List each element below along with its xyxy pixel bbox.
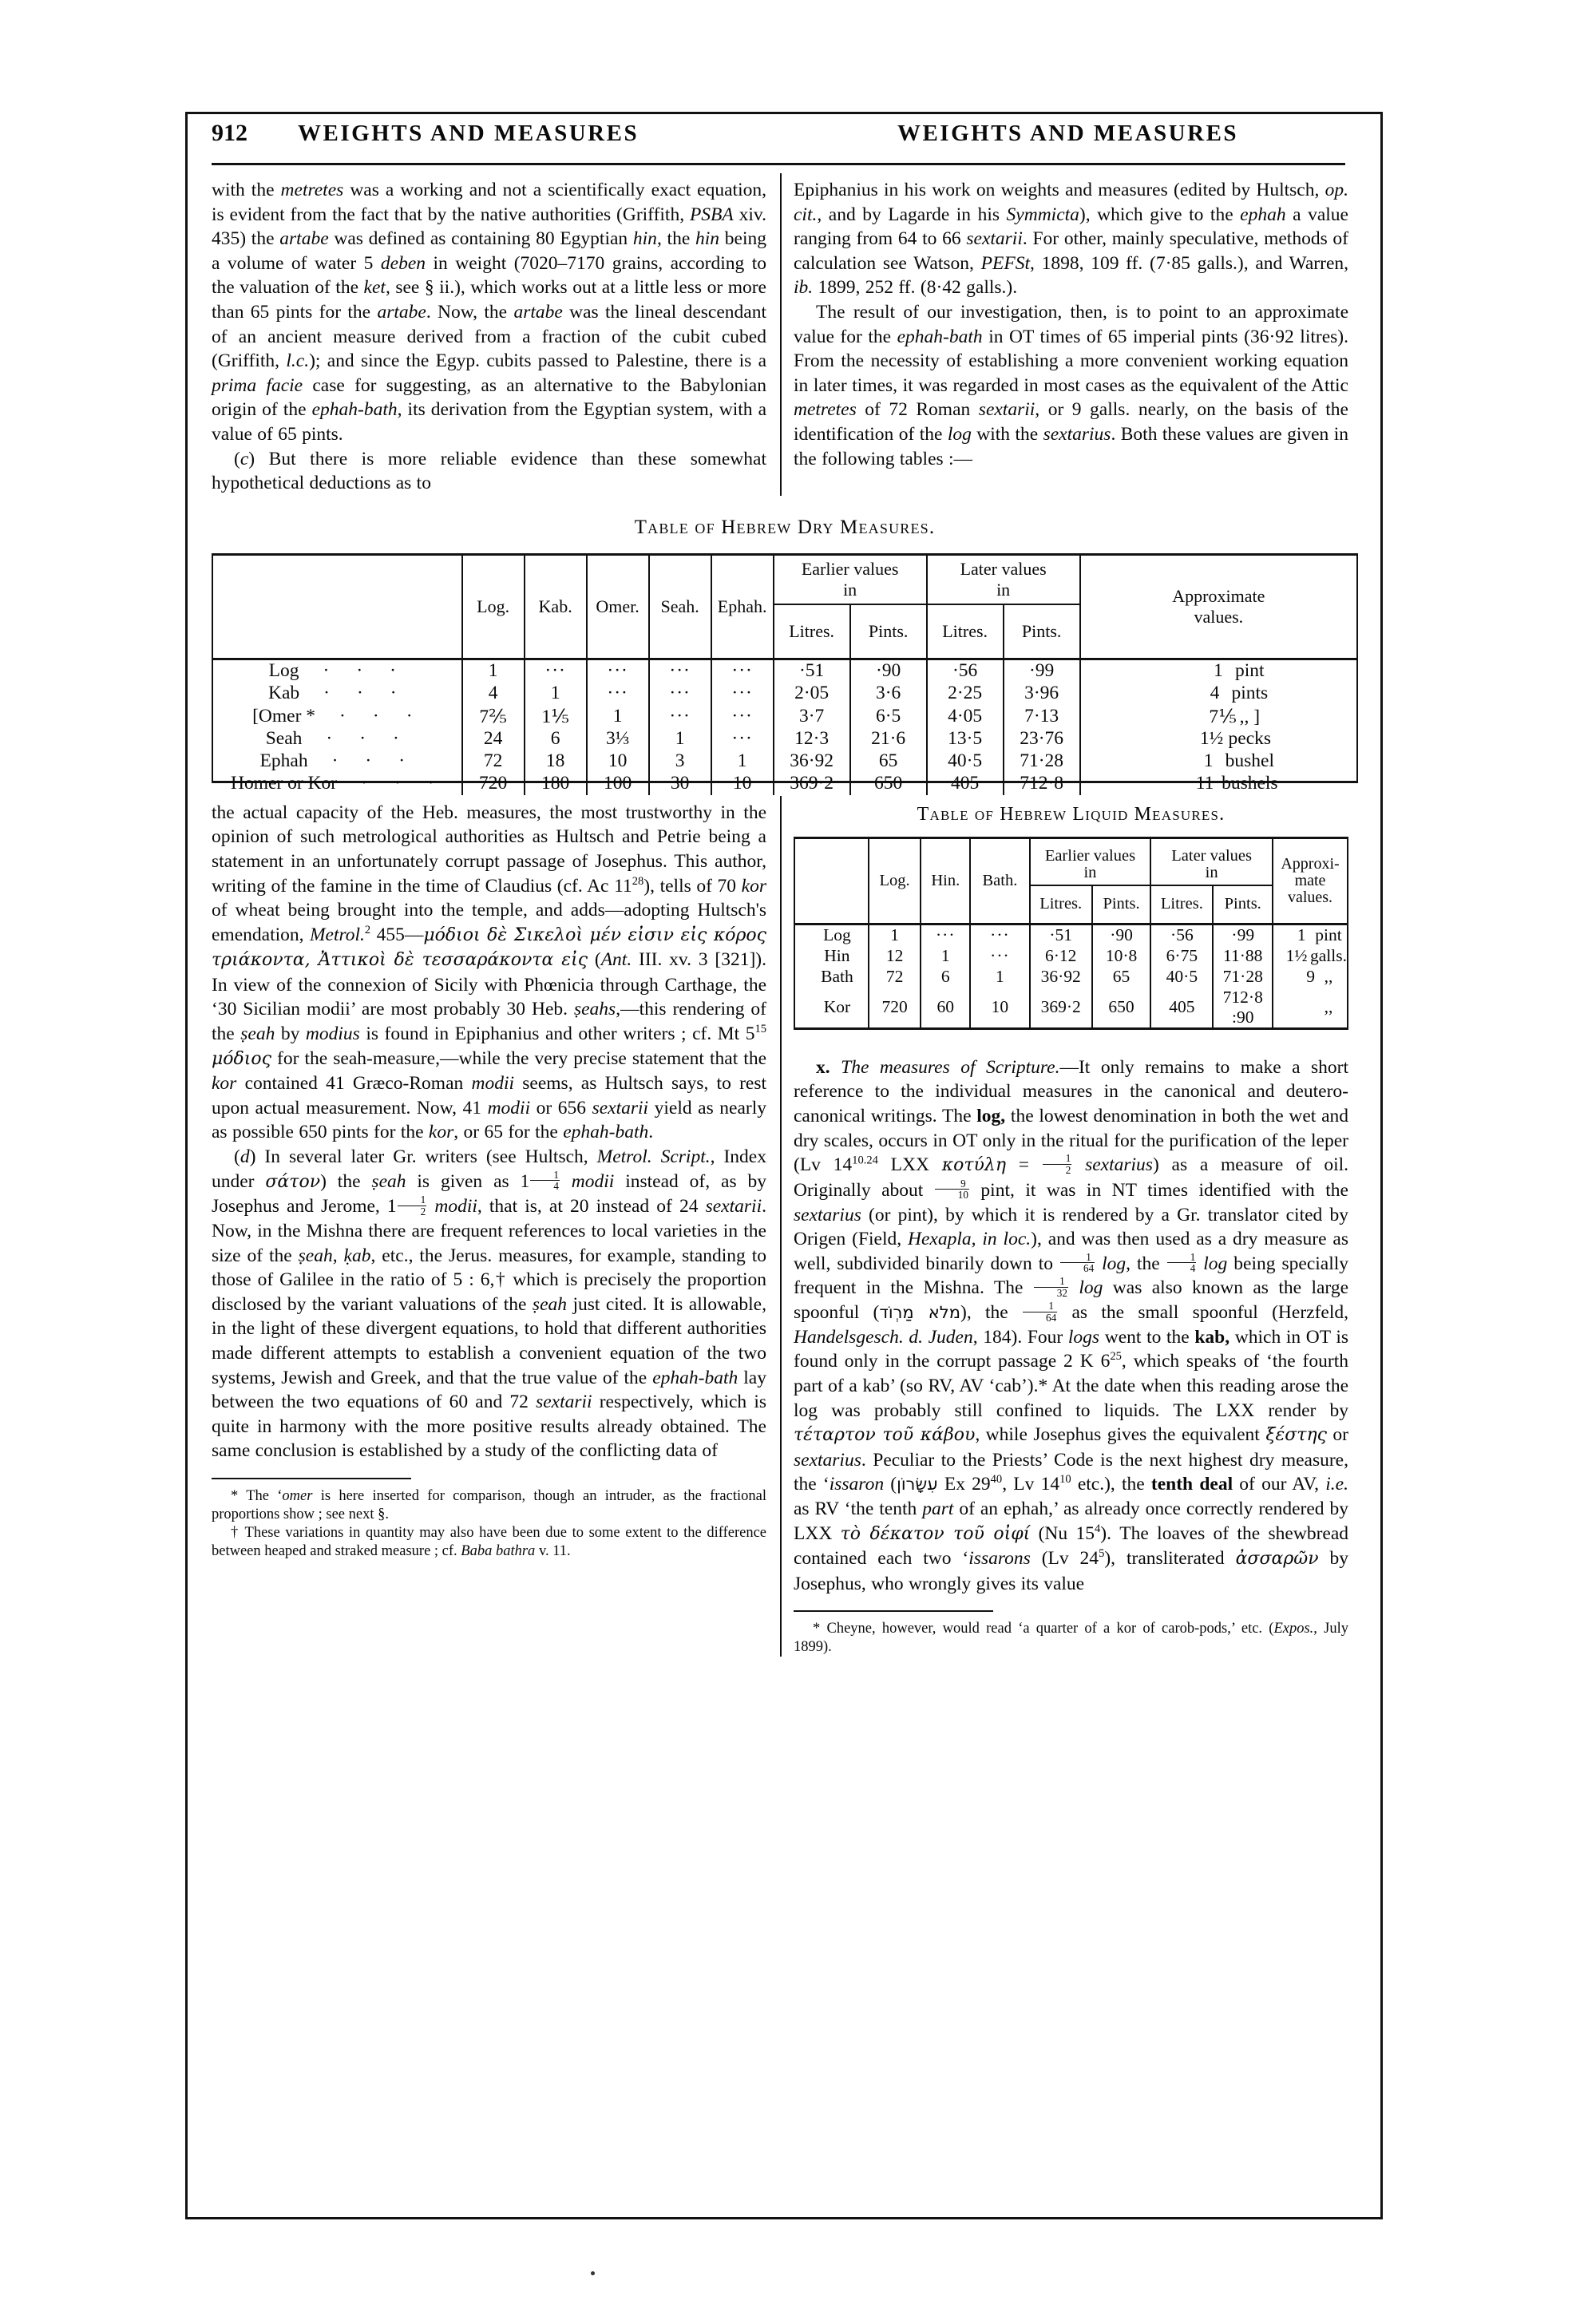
dry-cell-later-litres: ·56 [927, 659, 1004, 683]
liq-cell-earlier-pints: 650 [1092, 988, 1150, 1027]
liq-group-later-sub: in [1205, 864, 1218, 882]
liq-cell-bath: 10 [970, 988, 1029, 1027]
dry-cell-omer: ··· [587, 683, 649, 705]
paragraph-left-4: (d) In several later Gr. writers (see Hultsch, Metrol. Script., Index under σάτον) the ṣeah is given as 1 $\frac{1}{4}$ modii instead of, as by Josephus and Jerome, 1 $\frac{1}{2}$ modii, that is, at 20 instead of 24 sextarii. Now, in the Mishna there are frequent references to local varieties in the size of the ṣeah, ḳab, etc., the Jerus. measures, for example, standing to those of Galilee in the ratio of 5 : 6,† which is precisely the proportion disclosed by the variant valuations of the ṣeah just cited. It is allowable, in the light of these divergent equations, to hold that different authorities made different attempts to establish a convenient equation of the two systems, Jewish and Greek, and that the true value of the ephah-bath lay between the two equations of 60 and 72 sextarii respectively, which is quite in harmony with the more positive results already obtained. The same conclusion is established by a study of the conflicting data of [212, 1146, 767, 1462]
table-row [795, 924, 1347, 946]
upper-columns [212, 178, 1358, 496]
dry-col-approximate [1080, 556, 1356, 658]
liq-cell-later-pints: 11·88 [1213, 946, 1273, 967]
dry-col-seah: Seah. [649, 556, 711, 658]
lower-columns [212, 801, 1358, 1657]
dry-col-kab: Kab. [525, 556, 587, 658]
liquid-table-container [794, 837, 1348, 1030]
dry-measures-table [213, 556, 1356, 795]
dry-cell-earlier-pints: 65 [850, 750, 927, 773]
liq-cell-log: 12 [869, 946, 921, 967]
liquid-table-body [795, 924, 1347, 1027]
liq-cell-later-litres: 405 [1150, 988, 1213, 1027]
dry-cell-later-pints: 7·13 [1004, 705, 1080, 728]
dry-cell-kab: 180 [525, 773, 587, 795]
dry-cell-log: 72 [462, 750, 525, 773]
dry-cell-kab: 1⅕ [525, 705, 587, 728]
dry-cell-approximate: 1 pint [1080, 659, 1356, 683]
dry-row-label: Log ··· [268, 660, 423, 682]
running-head-right: WEIGHTS AND MEASURES [897, 121, 1239, 146]
dry-cell-seah: ··· [649, 705, 711, 728]
dry-cell-log: 24 [462, 728, 525, 750]
paragraph-left-2: (c) But there is more reliable evidence than these somewhat hypothetical deductions as to [212, 448, 766, 494]
liq-col-approximate [1273, 839, 1347, 923]
dry-cell-omer: 100 [587, 773, 649, 795]
liq-col-log: Log. [869, 839, 921, 923]
dry-cell-seah: 3 [649, 750, 711, 773]
dry-cell-later-litres: 4·05 [927, 705, 1004, 728]
dry-sub-later-pints: Pints. [1004, 604, 1080, 658]
dry-cell-earlier-litres: ·51 [774, 659, 850, 683]
dry-cell-later-pints: 712·8 [1004, 773, 1080, 795]
left-footnote-rule [212, 1478, 411, 1479]
dry-cell-later-pints: 71·28 [1004, 750, 1080, 773]
dry-table-head [213, 556, 1356, 659]
dry-cell-earlier-litres: 369·2 [774, 773, 850, 795]
dry-cell-later-litres: 405 [927, 773, 1004, 795]
liq-row-label: Kor [823, 997, 851, 1017]
liq-cell-approximate: 1 pint [1273, 924, 1347, 946]
liq-group-earlier [1030, 839, 1151, 885]
head-rule [212, 163, 1345, 165]
dry-group-earlier-sub: in [843, 579, 857, 600]
dry-cell-kab: 1 [525, 683, 587, 705]
paragraph-right-2: The result of our investigation, then, is to point to an approximate value for the ephah-bath in OT times of 65 imperial pints (36·92 litres). From the necessity of establishing a more convenient working equation in later times, it was regarded in most cases as the equivalent of the Attic metretes of 72 Roman sextarii, or 9 galls. nearly, on the basis of the identification of the log with the sextarius. Both these values are given in the following tables :— [794, 301, 1349, 469]
dry-row-label: [Omer * ··· [252, 705, 440, 726]
liq-cell-approximate: ,, [1273, 988, 1347, 1027]
liquid-table-head [795, 839, 1347, 924]
liq-cell-later-pints: ·99 [1213, 924, 1273, 946]
dry-cell-earlier-litres: 3·7 [774, 705, 850, 728]
liq-cell-log: 72 [869, 967, 921, 988]
liq-cell-log: 1 [869, 924, 921, 946]
liq-row-label: Hin [824, 946, 850, 966]
liquid-header-group-row [795, 839, 1347, 885]
dry-cell-omer: 10 [587, 750, 649, 773]
liq-group-later-label: Later values [1171, 847, 1253, 865]
dry-header-group-row [213, 556, 1356, 604]
dry-cell-later-pints: ·99 [1004, 659, 1080, 683]
liq-cell-bath: ··· [970, 946, 1029, 967]
liq-sub-earlier-litres: Litres. [1030, 885, 1092, 923]
liq-cell-later-litres: ·56 [1150, 924, 1213, 946]
liq-cell-earlier-litres: 369·2 [1030, 988, 1092, 1027]
liq-cell-approximate: 1½ galls. [1273, 946, 1347, 967]
liquid-table-caption: Table of Hebrew Liquid Measures. [917, 803, 1226, 825]
dry-sub-earlier-pints: Pints. [850, 604, 927, 658]
dry-row-label: Homer or Kor ··· [231, 773, 461, 794]
dry-cell-earlier-pints: 3·6 [850, 683, 927, 705]
dry-group-later-sub: in [996, 579, 1011, 600]
paragraph-right-3: x. The measures of Scripture.—It only remains to make a short reference to the individual measures in the canonical and deutero-canonical writings. The log, the lowest denomination in both the wet and dry scales, occurs in OT only in the ritual for the purification of the leper (Lv $14^{10.24}$ LXX κοτύλη = $\frac{1}{2}$ sextarius) as a measure of oil. Originally about $\frac{9}{10}$ pint, it was in NT times identified with the sextarius (or pint), by which it is rendered by a Gr. translator cited by Origen (Field, Hexapla, in loc.), and was then used as a dry measure as well, subdivided binarily down to $\frac{1}{64}$ log, the $\frac{1}{4}$ log being specially frequent in the Mishna. The $\frac{1}{32}$ log was also known as the large spoonful (מלא מַרְוֹד), the $\frac{1}{64}$ as the small spoonful (Herzfeld, Handelsgesch. d. Juden, 184). Four logs went to the kab, which in OT is found only in the corrupt passage 2 K $6^{25}$, which speaks of ‘the fourth part of a kab’ (so RV, AV ‘cab’).* At the date when this reading arose the log was probably still confined to liquids. The LXX render by τέταρτον τοῦ κάβου, while Josephus gives the equivalent ξέστης or sextarius. Peculiar to the Priests’ Code is the next highest dry measure, the ‘issaron (עִשָׂרוֹן Ex $29^{40}$, Lv $14^{10}$ etc.), the tenth deal of our AV, i.e. as RV ‘the tenth part of an ephah,’ as already once correctly rendered by LXX τὸ δέκατον τοῦ οἰφί (Nu $15^4$). The loaves of the shewbread contained each two ‘issarons (Lv $24^5$), transliterated ἀσσαρῶν by Josephus, who wrongly gives its value [794, 1056, 1349, 1594]
table-row [213, 750, 1356, 773]
dry-cell-log: 4 [462, 683, 525, 705]
liq-cell-earlier-litres: ·51 [1030, 924, 1092, 946]
dry-col-ephah: Ephah. [711, 556, 774, 658]
table-row [795, 946, 1347, 967]
dry-cell-earlier-pints: ·90 [850, 659, 927, 683]
dry-cell-approximate: 7⅕ ,, ] [1080, 705, 1356, 728]
liq-group-later [1150, 839, 1273, 885]
liq-approx-line3: values. [1287, 888, 1333, 906]
dry-approx-line2: values. [1194, 606, 1244, 627]
dry-col-log: Log. [462, 556, 525, 658]
dry-cell-log: 720 [462, 773, 525, 795]
paragraph-left-3: the actual capacity of the Heb. measures, the most trustworthy in the opinion of such metrological authorities as Hultsch and Petrie being a statement in an unfortunately corrupt passage of Josephus. This author, writing of the famine in the time of Claudius (cf. Ac $11^{28}$), tells of 70 kor of wheat being brought into the temple, and adds—adopting Hultsch's emendation, Metrol.$^2$ 455—μόδιοι δὲ Σικελοὶ μέν εἰσιν εἰς κόρος τριάκοντα, Ἀττικοὶ δὲ τεσσαράκοντα εἰς (Ant. III. xv. 3 [321]). In view of the connexion of Sicily with Phœnicia through Carthage, the ‘30 Sicilian modii’ are most probably 30 Heb. ṣeahs,—this rendering of the ṣeah by modius is found in Epiphanius and other writers ; cf. Mt $5^{15}$ μόδιος for the seah-measure,—while the very precise statement that the kor contained 41 Græco-Roman modii seems, as Hultsch says, to rest upon actual measurement. Now, 41 modii or 656 sextarii yield as nearly as possible 650 pints for the kor, or 65 for the ephah-bath. [212, 802, 767, 1143]
table-row [213, 773, 1356, 795]
running-head [212, 120, 1358, 163]
footnote-right-1: * Cheyne, however, would read ‘a quarter of a kor of carob-pods,’ etc. (Expos., July 1899). [794, 1621, 1348, 1656]
liq-cell-log: 720 [869, 988, 921, 1027]
dry-cell-approximate: 11 bushels [1080, 773, 1356, 795]
liq-cell-later-litres: 6·75 [1150, 946, 1213, 967]
liq-cell-later-pints: 71·28 [1213, 967, 1273, 988]
dry-cell-earlier-litres: 2·05 [774, 683, 850, 705]
dry-cell-approximate: 4 pints [1080, 683, 1356, 705]
dry-cell-earlier-litres: 12·3 [774, 728, 850, 750]
dry-cell-earlier-pints: 650 [850, 773, 927, 795]
dry-row-label: Ephah ··· [259, 750, 433, 772]
footnote-left-2: † These variations in quantity may also have been due to some extent to the difference between heaped and straked measure ; cf. Baba bathra v. 11. [212, 1525, 766, 1559]
liq-cell-earlier-litres: 6·12 [1030, 946, 1092, 967]
folio-number: 912 [212, 120, 247, 146]
table-row [213, 659, 1356, 683]
running-head-left: WEIGHTS AND MEASURES [298, 121, 639, 146]
table-row [795, 988, 1347, 1027]
dry-cell-later-pints: 23·76 [1004, 728, 1080, 750]
liq-cell-later-litres: 40·5 [1150, 967, 1213, 988]
liq-approx-line2: mate [1294, 871, 1326, 889]
dry-col-blank [213, 556, 462, 658]
dry-cell-seah: 30 [649, 773, 711, 795]
dry-cell-omer: 1 [587, 705, 649, 728]
liq-cell-earlier-pints: ·90 [1092, 924, 1150, 946]
dry-cell-ephah: 1 [711, 750, 774, 773]
dry-cell-earlier-litres: 36·92 [774, 750, 850, 773]
right-column-upper [794, 178, 1348, 496]
liq-sub-later-pints: Pints. [1213, 885, 1273, 923]
liq-group-earlier-label: Earlier values [1044, 847, 1136, 865]
liq-cell-hin: 60 [921, 988, 970, 1027]
liq-cell-hin: ··· [921, 924, 970, 946]
dry-cell-later-pints: 3·96 [1004, 683, 1080, 705]
footnote-left-1: * The ‘omer is here inserted for comparison, though an intruder, as the fractional proportions show ; see next §. [212, 1488, 766, 1522]
page-content [212, 120, 1358, 2211]
dry-cell-ephah: ··· [711, 683, 774, 705]
dry-cell-log: 1 [462, 659, 525, 683]
dry-cell-kab: 6 [525, 728, 587, 750]
table-row [213, 728, 1356, 750]
liq-col-blank [795, 839, 869, 923]
dry-cell-earlier-pints: 21·6 [850, 728, 927, 750]
liq-cell-bath: 1 [970, 967, 1029, 988]
liq-sub-earlier-pints: Pints. [1092, 885, 1150, 923]
dry-row-label: Kab ··· [267, 683, 424, 704]
liq-sub-later-litres: Litres. [1150, 885, 1213, 923]
dry-group-earlier [774, 556, 927, 604]
dry-table-body [213, 659, 1356, 795]
liq-row-label: Log [823, 925, 851, 945]
dry-group-earlier-label: Earlier values [801, 558, 899, 579]
dry-cell-approximate: 1½ pecks [1080, 728, 1356, 750]
dry-cell-ephah: ··· [711, 659, 774, 683]
table-row [213, 705, 1356, 728]
liq-cell-later-pints: 712·8 :90 [1213, 988, 1273, 1027]
dry-cell-ephah: ··· [711, 705, 774, 728]
page-artifact-dot [591, 2271, 595, 2275]
dry-cell-earlier-pints: 6·5 [850, 705, 927, 728]
dry-table-caption: Table of Hebrew Dry Measures. [634, 516, 936, 538]
dry-cell-ephah: ··· [711, 728, 774, 750]
liq-cell-hin: 1 [921, 946, 970, 967]
dry-cell-kab: 18 [525, 750, 587, 773]
liq-cell-earlier-pints: 10·8 [1092, 946, 1150, 967]
dry-group-later-label: Later values [960, 558, 1047, 579]
dry-cell-omer: 3⅓ [587, 728, 649, 750]
liq-cell-earlier-litres: 36·92 [1030, 967, 1092, 988]
dry-sub-earlier-litres: Litres. [774, 604, 850, 658]
dry-cell-omer: ··· [587, 659, 649, 683]
dry-cell-seah: 1 [649, 728, 711, 750]
dry-col-omer: Omer. [587, 556, 649, 658]
left-column-upper [212, 178, 766, 496]
liq-cell-hin: 6 [921, 967, 970, 988]
liq-group-earlier-sub: in [1083, 864, 1097, 882]
table-row [213, 683, 1356, 705]
dry-group-later [927, 556, 1080, 604]
dry-cell-later-litres: 2·25 [927, 683, 1004, 705]
paragraph-right-1: Epiphanius in his work on weights and measures (edited by Hultsch, op. cit., and by Lagarde in his Symmicta), which give to the ephah a value ranging from 64 to 66 sextarii. For other, mainly speculative, methods of calculation see Watson, PEFSt, 1898, 109 ff. (7·85 galls.), and Warren, ib. 1899, 252 ff. (8·42 galls.). [794, 180, 1349, 299]
liq-col-hin: Hin. [921, 839, 970, 923]
liq-cell-earlier-pints: 65 [1092, 967, 1150, 988]
right-footnote-rule [794, 1610, 993, 1612]
dry-cell-later-litres: 13·5 [927, 728, 1004, 750]
liquid-measures-table [795, 839, 1347, 1027]
liq-cell-approximate: 9 ,, [1273, 967, 1347, 988]
liq-col-bath: Bath. [970, 839, 1029, 923]
dry-cell-approximate: 1 bushel [1080, 750, 1356, 773]
liq-approx-line1: Approxi- [1281, 854, 1340, 873]
dry-cell-seah: ··· [649, 659, 711, 683]
dry-cell-ephah: 10 [711, 773, 774, 795]
left-column-lower [212, 801, 766, 1657]
paragraph-left-1: with the metretes was a working and not a scientifically exact equation, is evident from the fact that by the native authorities (Griffith, PSBA xiv. 435) the artabe was defined as containing 80 Egyptian hin, the hin being a volume of water 5 deben in weight (7020–7170 grains, according to the valuation of the ket, see § ii.), which works out at a little less or more than 65 pints for the artabe. Now, the artabe was the lineal descendant of an ancient measure derived from a fraction of the cubit cubed (Griffith, l.c.); and since the Egyp. cubits passed to Palestine, there is a prima facie case for suggesting, as an alternative to the Babylonian origin of the ephah-bath, its derivation from the Egyptian system, with a value of 65 pints. [212, 180, 767, 445]
table-row [795, 967, 1347, 988]
dry-approx-line1: Approximate [1172, 585, 1265, 606]
liq-row-label: Bath [821, 967, 853, 987]
dry-cell-log: 7⅖ [462, 705, 525, 728]
liq-cell-bath: ··· [970, 924, 1029, 946]
right-column-lower [794, 801, 1348, 1657]
dry-cell-later-litres: 40·5 [927, 750, 1004, 773]
dry-cell-seah: ··· [649, 683, 711, 705]
dry-table-container [212, 553, 1358, 794]
dry-sub-later-litres: Litres. [927, 604, 1004, 658]
dry-row-label: Seah ··· [265, 728, 426, 750]
dry-cell-kab: ··· [525, 659, 587, 683]
